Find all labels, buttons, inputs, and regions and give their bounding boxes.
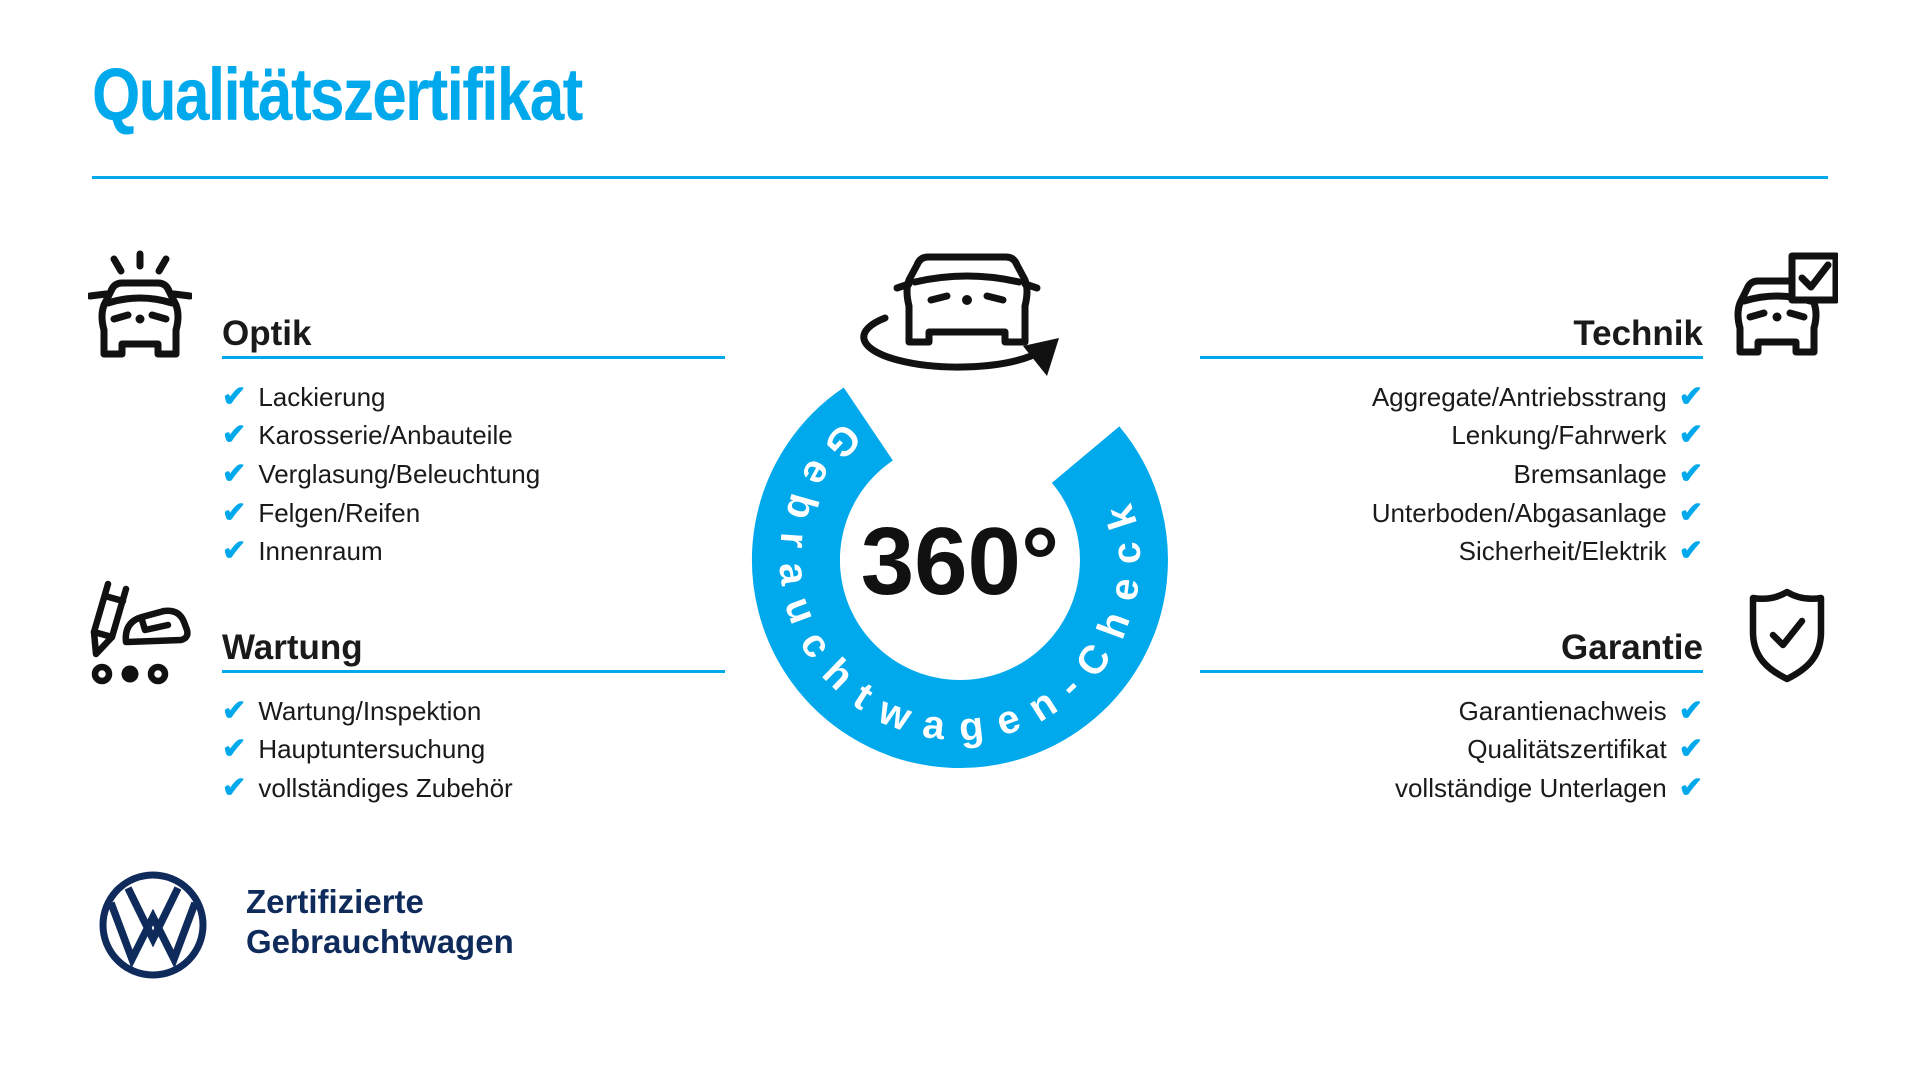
check-item — [1200, 378, 1703, 417]
check-icon: ✔ — [222, 419, 247, 452]
check-item-label: Innenraum — [258, 536, 383, 567]
page-title: Qualitätszertifikat — [92, 53, 582, 136]
check-item — [1200, 455, 1703, 494]
check-item-label: Garantienachweis — [1458, 695, 1667, 726]
brand-line-1: Zertifizierte — [246, 883, 424, 920]
check-item-label: Aggregate/Antriebsstrang — [1371, 381, 1667, 412]
brand-line-2: Gebrauchtwagen — [246, 923, 514, 960]
section-wartung — [222, 626, 725, 808]
check-item — [222, 532, 725, 571]
check-item — [1200, 494, 1703, 533]
section-title: Garantie — [1561, 628, 1703, 667]
check-item-label: Sicherheit/Elektrik — [1458, 536, 1667, 567]
badge-360-check — [700, 210, 1220, 790]
check-item — [222, 494, 725, 533]
check-icon: ✔ — [222, 457, 247, 490]
check-icon: ✔ — [222, 771, 247, 804]
check-icon: ✔ — [1678, 457, 1703, 490]
section-divider — [1200, 670, 1703, 673]
title-divider — [92, 176, 1828, 179]
check-item — [222, 731, 725, 770]
check-item-label: Hauptuntersuchung — [258, 734, 486, 765]
checklist — [222, 692, 725, 808]
check-item — [1200, 692, 1703, 731]
section-optik — [222, 312, 725, 571]
check-item-label: vollständige Unterlagen — [1394, 772, 1667, 803]
check-item — [1200, 769, 1703, 808]
check-icon: ✔ — [222, 380, 247, 413]
section-title: Wartung — [222, 628, 363, 667]
checklist — [1200, 692, 1703, 808]
checklist — [1200, 378, 1703, 571]
badge-value: 360° — [860, 508, 1060, 615]
check-icon: ✔ — [1678, 535, 1703, 568]
section-garantie — [1200, 626, 1703, 808]
check-item-label: Unterboden/Abgasanlage — [1371, 497, 1667, 528]
shield-check-icon — [1746, 588, 1828, 684]
section-technik — [1200, 312, 1703, 571]
check-icon: ✔ — [222, 535, 247, 568]
check-item — [222, 769, 725, 808]
vw-logo — [96, 868, 210, 982]
check-item-label: Bremsanlage — [1513, 458, 1667, 489]
check-item — [222, 378, 725, 417]
brand-claim — [246, 882, 514, 962]
check-item-label: Karosserie/Anbauteile — [258, 420, 513, 451]
check-item — [1200, 532, 1703, 571]
section-divider — [1200, 356, 1703, 359]
check-icon: ✔ — [222, 496, 247, 529]
check-item-label: Felgen/Reifen — [258, 497, 421, 528]
badge-ring-label: Gebrauchtwagen-Check — [770, 414, 1151, 751]
check-icon: ✔ — [1678, 733, 1703, 766]
check-item-label: vollständiges Zubehör — [258, 772, 513, 803]
rotating-car-icon — [864, 257, 1059, 376]
service-pencil-car-icon — [84, 576, 199, 688]
check-item-label: Lackierung — [258, 381, 386, 412]
section-title: Optik — [222, 314, 312, 353]
check-icon: ✔ — [1678, 771, 1703, 804]
check-icon: ✔ — [1678, 419, 1703, 452]
section-title: Technik — [1573, 314, 1703, 353]
check-item — [1200, 731, 1703, 770]
checklist — [222, 378, 725, 571]
check-item — [1200, 417, 1703, 456]
car-checkbox-icon — [1732, 252, 1838, 360]
check-icon: ✔ — [222, 733, 247, 766]
check-item-label: Qualitätszertifikat — [1467, 734, 1667, 765]
check-item-label: Lenkung/Fahrwerk — [1451, 420, 1667, 451]
check-item — [222, 417, 725, 456]
section-divider — [222, 670, 725, 673]
sparkling-car-icon — [88, 250, 192, 364]
check-item-label: Wartung/Inspektion — [258, 695, 482, 726]
check-icon: ✔ — [1678, 496, 1703, 529]
check-icon: ✔ — [1678, 380, 1703, 413]
check-item — [222, 692, 725, 731]
check-item — [222, 455, 725, 494]
section-divider — [222, 356, 725, 359]
check-item-label: Verglasung/Beleuchtung — [258, 458, 541, 489]
check-icon: ✔ — [222, 694, 247, 727]
check-icon: ✔ — [1678, 694, 1703, 727]
